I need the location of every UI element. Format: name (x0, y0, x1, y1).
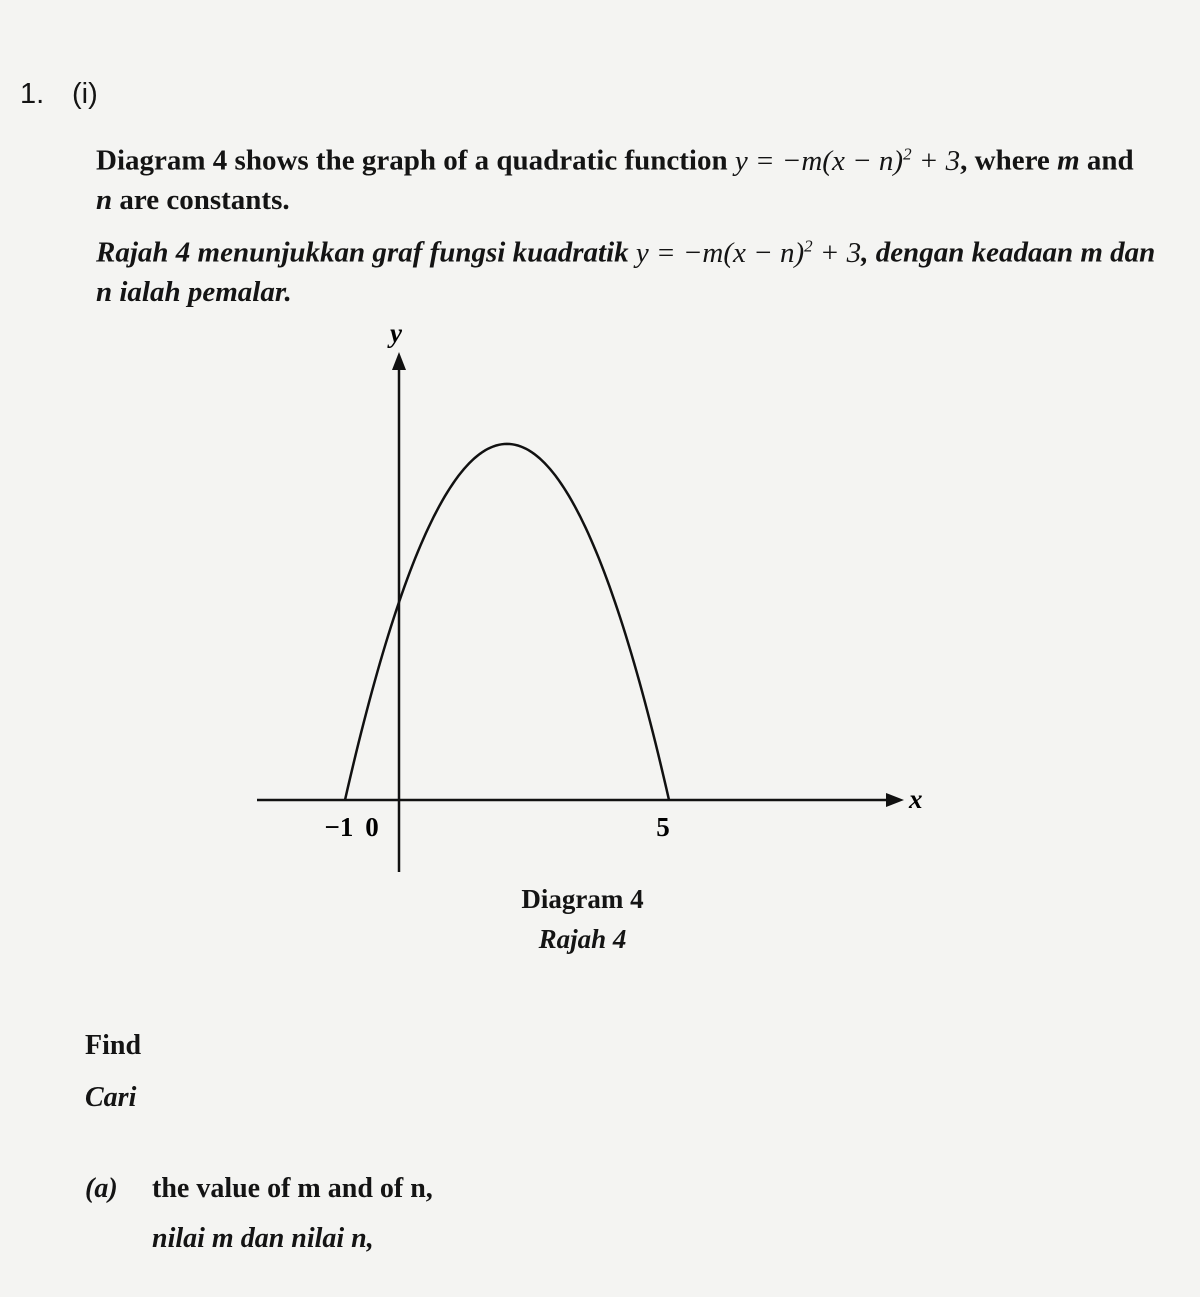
question-number: 1. (20, 78, 45, 110)
diagram-caption-english: Diagram 4 (521, 884, 644, 914)
stem-my-equation: $y = -m(x - n)^2 + 3$ (635, 236, 862, 269)
stem-my-tail: , dengan keadaan m dan n ialah pemalar. (96, 236, 1156, 308)
find-instruction-english: Find (85, 1030, 142, 1061)
y-axis-label: y (390, 318, 402, 348)
stem-my-text: Rajah 4 menunjukkan graf fungsi kuadratik (96, 236, 636, 269)
part-a-malay: nilai m dan nilai n, (152, 1223, 374, 1254)
question-part: (i) (72, 78, 98, 110)
graph-axes (257, 352, 904, 872)
part-a-english: the value of m and of n, (152, 1173, 433, 1204)
stem-en-tail: are constants. (112, 183, 290, 216)
stem-en-mid: , where (960, 144, 1058, 177)
part-a-label: (a) (85, 1173, 118, 1204)
x-tick-label: 5 (656, 812, 670, 842)
find-instruction-malay: Cari (85, 1082, 137, 1113)
x-tick-label: 0 (365, 812, 379, 842)
stem-en-equation: $y = -m(x - n)^2 + 3$ (734, 144, 961, 177)
x-axis-arrowhead (886, 793, 904, 807)
stem-en-text: Diagram 4 shows the graph of a quadratic function (96, 144, 735, 177)
question-stem-english: Diagram 4 shows the graph of a quadratic function $y = -m(x - n)^2 + 3$, where m and n are constants. (96, 144, 1134, 216)
parabola-curve (345, 444, 669, 800)
x-tick-label: −1 (324, 812, 354, 842)
diagram-caption-malay: Rajah 4 (538, 924, 627, 954)
y-axis-arrowhead (392, 352, 406, 370)
x-axis-label: x (909, 784, 923, 814)
